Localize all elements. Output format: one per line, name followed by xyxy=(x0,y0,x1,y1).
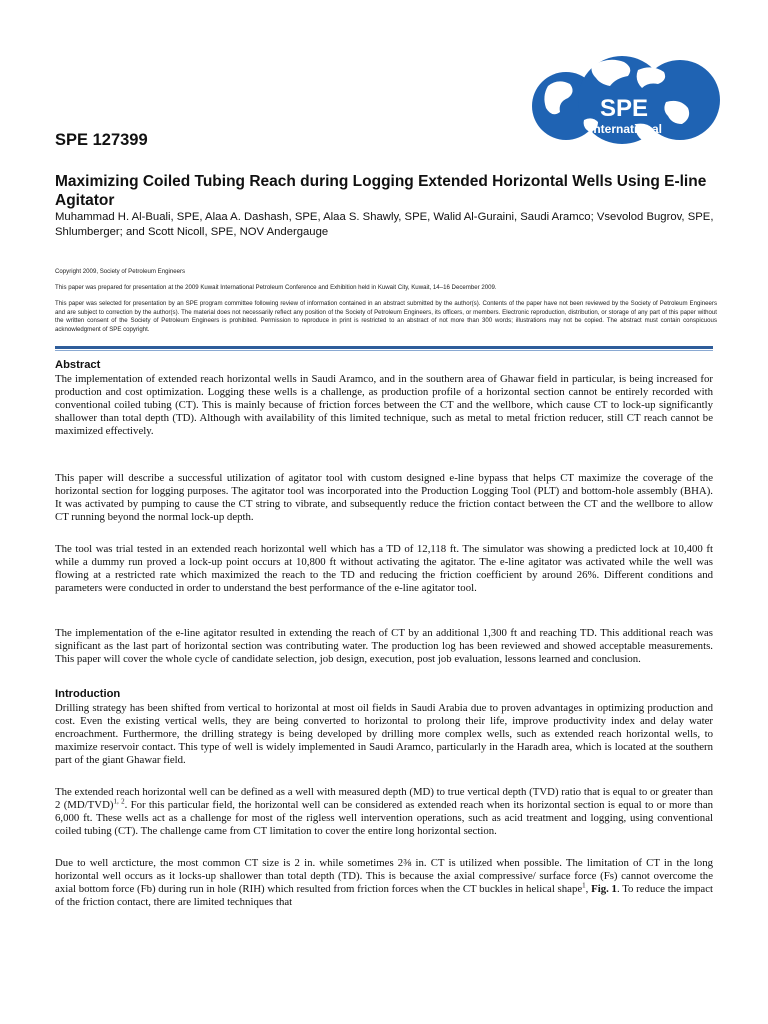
spe-international-logo xyxy=(526,40,722,162)
section-divider-thin xyxy=(55,350,713,351)
introduction-paragraph-3: Due to well arcticture, the most common CT size is 2 in. while sometimes 2⅜ in. CT is utilized when possible. The limitation of CT in the long horizontal well occurs as it locks-up shallower than total depth (TD). This is because the axial compressive/ surface force (Fs) cannot overcome the axial bottom force (Fb) during run in hole (RIH) which resulted from friction forces when the CT buckles in helical shape$^1$, Fig. 1. To reduce the impact of the friction contact, there are limited techniques that xyxy=(55,857,714,909)
introduction-heading: Introduction xyxy=(55,688,121,700)
copyright-notice: Copyright 2009, Society of Petroleum Engineers xyxy=(55,268,186,275)
intro-p3-text-b: . To reduce the impact of the friction contact, there are limited techniques that xyxy=(55,883,714,909)
paper-title: Maximizing Coiled Tubing Reach during Logging Extended Horizontal Wells Using E-line Agitator xyxy=(55,173,707,209)
logo-spe-text: SPE xyxy=(599,95,649,122)
intro-p3-text-a: Due to well arcticture, the most common CT size is 2 in. while sometimes 2⅜ in. CT is utilized when possible. The limitation of CT in the long horizontal well occurs as it locks-up shallower than total depth (TD). This is because the axial compressive/ surface force (Fs) cannot overcome the axial bottom force (Fb) during run in hole (RIH) which resulted from friction forces when the CT buckles in helical shape xyxy=(55,857,713,896)
reference-superscript: 1, 2 xyxy=(113,797,125,806)
abstract-paragraph-4: The implementation of the e-line agitator resulted in extending the reach of CT by an additional 1,300 ft and reaching TD. This additional reach was significant as the last part of horizontal section was contributing water. The production log has been reviewed and showed acceptable measurements. This paper will cover the whole cycle of candidate selection, job design, execution, post job evaluation, lessons learned and conclusion. xyxy=(55,627,713,666)
intro-p2-text-b: . For this particular field, the horizontal well can be considered as extended reach when its horizontal section is equal to or more than 6,000 ft. These wells act as a challenge for most of the rigless well intervention operations, such as acid treatment and logging, using conventional coiled tubing (CT). The challenge came from CT limitation to cover the entire long horizontal section. xyxy=(55,799,714,838)
abstract-paragraph-2: This paper will describe a successful utilization of agitator tool with custom designed e-line bypass that helps CT maximize the coverage of the horizontal section for logging purposes. The agitator tool was incorporated into the Production Logging Tool (PLT) and bottom-hole assembly (BHA). It was activated by pumping to cause the CT string to vibrate, and subsequently reduce the friction contact between the CT and the wellbore to allow CT running beyond the normal lock-up depth. xyxy=(55,472,713,524)
section-divider xyxy=(55,346,713,349)
abstract-paragraph-1: The implementation of extended reach horizontal wells in Saudi Aramco, and in the southern area of Ghawar field in particular, is being increased for production and cost optimization. Logging these wells is a challenge, as production profile of a horizontal section cannot be entirely recorded with conventional coiled tubing (CT). This is mainly because of friction forces between the CT and the wellbore, which cause CT to lock-up significantly shallower than total depth (TD). Although with availability of this limited technique, such as metal to metal friction reducer, still CT reach cannot be maximized effectively. xyxy=(55,373,713,438)
presentation-notice: This paper was prepared for presentation at the 2009 Kuwait International Petroleum Conference and Exhibition held in Kuwait City, Kuwait, 14–16 December 2009. xyxy=(55,284,497,291)
introduction-paragraph-2 xyxy=(55,786,713,838)
abstract-paragraph-3: The tool was trial tested in an extended reach horizontal well which has a TD of 12,118 ft. The simulator was showing a predicted lock at 10,400 ft while a dummy run proved a lock-up point occurs at 10,800 ft without activating the agitator. The e-line agitator was activated while the well was flowing at a restricted rate which maximized the reach to the TD and reducing the friction coefficient by around 26%. Different conditions and parameters were conducted in order to understand the best performance of the e-line agitator tool. xyxy=(55,543,713,595)
globe-logo-icon xyxy=(526,40,722,162)
figure-reference: Fig. 1 xyxy=(591,883,617,896)
abstract-heading: Abstract xyxy=(55,359,101,371)
selection-notice: This paper was selected for presentation by an SPE program committee following review of information contained in an abstract submitted by the author(s). Contents of the paper have not been reviewed by the Society of Petroleum Engineers and are subject to correction by the author(s). The material does not necessarily reflect any position of the Society of Petroleum Engineers, its officers, or members. Electronic reproduction, distribution, or storage of any part of this paper without the written consent of the Society of Petroleum Engineers is prohibited. Permission to reproduce in print is restricted to an abstract of not more than 300 words; illustrations may not be copied. The abstract must contain conspicuous acknowledgment of SPE copyright. xyxy=(55,300,717,333)
logo-international-text: International xyxy=(589,122,663,136)
reference-superscript: 1 xyxy=(582,881,586,890)
intro-p2-text-a: The extended reach horizontal well can be defined as a well with measured depth (MD) to true vertical depth (TVD) ratio that is equal to or greater than 2 (MD/TVD) xyxy=(55,786,713,812)
paper-number: SPE 127399 xyxy=(55,131,148,149)
introduction-paragraph-1: Drilling strategy has been shifted from vertical to horizontal at most oil fields in Saudi Arabia due to proven advantages in optimizing production and cost. Even the existing vertical wells, they are being converted to horizontal to prolong their life, improve productivity index and delay water encroachment. Furthermore, the drilling strategy is being developed by drilling more complex wells, such as extended reach horizontal wells, to maximize reservoir contact. This type of well is widely implemented in Saudi Aramco, particularly in the Haradh area, which is located at the southern part of the giant Ghawar field. xyxy=(55,702,713,767)
author-list: Muhammad H. Al-Buali, SPE, Alaa A. Dashash, SPE, Alaa S. Shawly, SPE, Walid Al-Guraini, Saudi Aramco; Vsevolod Bugrov, SPE, Shlumberger; and Scott Nicoll, SPE, NOV Andergauge xyxy=(55,211,714,238)
